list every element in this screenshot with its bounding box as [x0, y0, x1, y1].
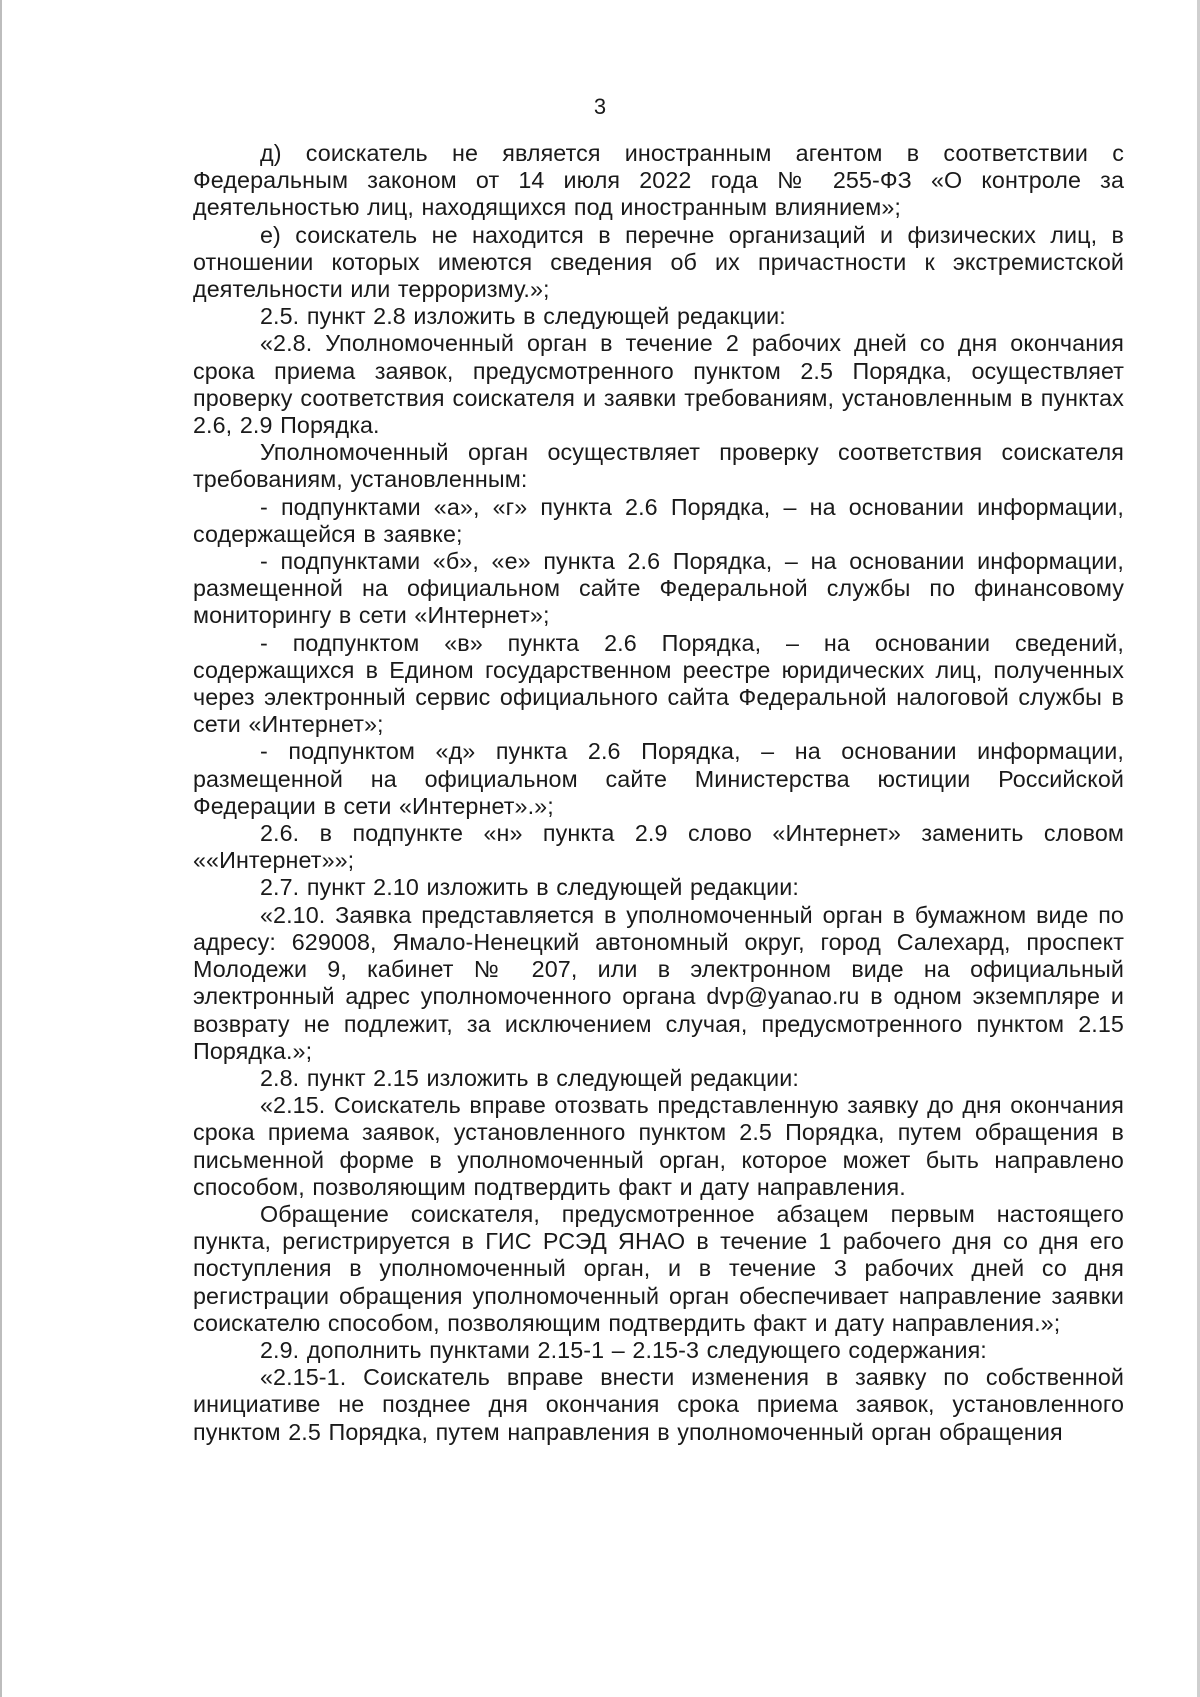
paragraph-2-7: 2.7. пункт 2.10 изложить в следующей редакции:	[260, 874, 799, 901]
list-item-a-g: - подпунктами «а», «г» пункта 2.6 Порядка, – на основании информации, содержащейся в заявке;	[193, 493, 1124, 547]
paragraph-2-10-text: «2.10. Заявка представляется в уполномоченный орган в бумажном виде по адресу: 629008, Ямало-Ненецкий автономный округ, город Салехард, проспект Молодежи 9, кабинет № 207, или в электронном виде на официальный электронный адрес уполномоченного органа dvp@yanao.ru в одном экземпляре и возврату не подлежит, за исключением случая, предусмотренного пунктом 2.15 Порядка.»;	[193, 901, 1124, 1064]
paragraph-2-8-amend: 2.8. пункт 2.15 изложить в следующей редакции:	[260, 1064, 799, 1091]
page-left-edge	[0, 0, 2, 1697]
document-body	[193, 140, 1124, 1446]
paragraph-2-15-text: «2.15. Соискатель вправе отозвать представленную заявку до дня окончания срока приема заявок, установленного пунктом 2.5 Порядка, путем обращения в письменной форме в уполномоченный орган, которое может быть направлено способом, позволяющим подтвердить факт и дату направления.	[193, 1092, 1124, 1200]
list-item-d: - подпунктом «д» пункта 2.6 Порядка, – на основании информации, размещенной на официальном сайте Министерства юстиции Российской Федерации в сети «Интернет».»;	[193, 738, 1124, 819]
paragraph-verification: Уполномоченный орган осуществляет проверку соответствия соискателя требованиям, установленным:	[193, 439, 1124, 493]
paragraph-2-9: 2.9. дополнить пунктами 2.15-1 – 2.15-3 следующего содержания:	[260, 1336, 987, 1363]
paragraph-2-15-1-text: «2.15-1. Соискатель вправе внести изменения в заявку по собственной инициативе не позднее дня окончания срока приема заявок, установленного пунктом 2.5 Порядка, путем направления в уполномоченный орган обращения	[193, 1364, 1124, 1445]
paragraph-sub-d: д) соискатель не является иностранным агентом в соответствии с Федеральным законом от 14 июля 2022 года № 255-ФЗ «О контроле за деятельностью лиц, находящихся под иностранным влиянием»;	[193, 140, 1124, 221]
list-item-v: - подпунктом «в» пункта 2.6 Порядка, – на основании сведений, содержащихся в Едином государственном реестре юридических лиц, полученных через электронный сервис официального сайта Федеральной налоговой службы в сети «Интернет»;	[193, 629, 1124, 738]
paragraph-appeal: Обращение соискателя, предусмотренное абзацем первым настоящего пункта, регистрируется в ГИС РСЭД ЯНАО в течение 1 рабочего дня со дня его поступления в уполномоченный орган, и в течение 3 рабочих дней со дня регистрации обращения уполномоченный орган обеспечивает направление заявки соискателю способом, позволяющим подтвердить факт и дату направления.»;	[193, 1200, 1124, 1336]
page-number: 3	[593, 94, 607, 119]
paragraph-2-6: 2.6. в подпункте «н» пункта 2.9 слово «Интернет» заменить словом ««Интернет»»;	[193, 820, 1124, 874]
paragraph-2-8-text: «2.8. Уполномоченный орган в течение 2 рабочих дней со дня окончания срока приема заявок, предусмотренного пунктом 2.5 Порядка, осуществляет проверку соответствия соискателя и заявки требованиям, установленным в пунктах 2.6, 2.9 Порядка.	[193, 330, 1124, 439]
paragraph-2-5: 2.5. пункт 2.8 изложить в следующей редакции:	[260, 303, 786, 330]
list-item-b-e: - подпунктами «б», «е» пункта 2.6 Порядка, – на основании информации, размещенной на официальном сайте Федеральной службы по финансовому мониторингу в сети «Интернет»;	[193, 548, 1124, 629]
paragraph-sub-e: е) соискатель не находится в перечне организаций и физических лиц, в отношении которых имеются сведения об их причастности к экстремистской деятельности или терроризму.»;	[193, 221, 1124, 303]
